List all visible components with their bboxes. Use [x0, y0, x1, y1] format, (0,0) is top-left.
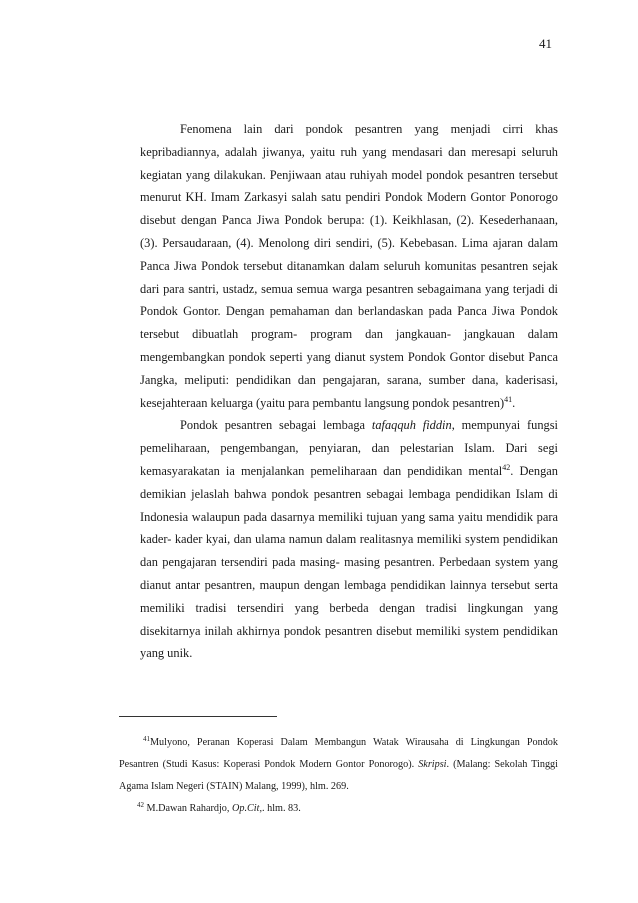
footnote-41-italic: Skripsi [418, 759, 447, 770]
footnote-41-text-b: . (Malang: Sekolah Tinggi Agama Islam Negeri (STAIN) Malang, 1999), hlm. 269. [119, 759, 558, 792]
footnote-42 [119, 798, 558, 820]
paragraph-1 [140, 118, 558, 414]
footnote-42-text-b: . hlm. 83. [262, 803, 301, 814]
footnote-separator [119, 716, 277, 717]
paragraph-2-text-b: , mempunyai fungsi pemeliharaan, pengembangan, penyiaran, dan pelestarian Islam. Dari segi kemasyarakatan ia menjalankan pemeliharaan dan pendidikan mental [140, 418, 558, 478]
body-text [140, 118, 558, 665]
footnote-41-text-a: Mulyono, Peranan Koperasi Dalam Membangun Watak Wirausaha di Lingkungan Pondok Pesantren (Studi Kasus: Koperasi Pondok Modern Gontor Ponorogo). [119, 737, 558, 770]
footnote-41-number: 41 [143, 735, 150, 743]
page-number: 41 [539, 36, 552, 51]
paragraph-2-italic-term: tafaqquh fiddin [371, 418, 452, 433]
footnote-42-number: 42 [137, 801, 144, 809]
paragraph-1-end: . [512, 395, 516, 410]
footnote-ref-41: 41 [504, 394, 513, 404]
paragraph-2 [140, 414, 558, 665]
footnote-42-italic: Op.Cit, [232, 803, 263, 814]
footnote-ref-42: 42 [502, 462, 511, 472]
paragraph-2-text-c: . Dengan demikian jelaslah bahwa pondok pesantren sebagai lembaga pendidikan Islam di Indonesia walaupun pada dasarnya memiliki tujuan yang sama yaitu mendidik para kader- kader kyai, dan ulama namun dalam realitasnya memiliki system pendidikan dan pengajaran tersendiri pada masing- masing pesantren. Perbedaan system yang dianut antar pesantren, maupun dengan lembaga pendidikan lainnya tersebut serta memiliki tradisi tersendiri yang berbeda dengan tradisi lingkungan yang disekitarnya inilah akhirnya pondok pesantren disebut memiliki system pendidikan yang unik. [140, 463, 558, 661]
footnote-41 [119, 732, 558, 798]
footnote-42-text-a: M.Dawan Rahardjo, [144, 803, 232, 814]
paragraph-2-text-a: Pondok pesantren sebagai lembaga [180, 418, 372, 433]
paragraph-1-text: Fenomena lain dari pondok pesantren yang menjadi cirri khas kepribadiannya, adalah jiwanya, yaitu ruh yang mendasari dan meresapi seluruh kegiatan yang dilakukan. Penjiwaan atau ruhiyah model pondok pesantren tersebut menurut KH. Imam Zarkasyi salah satu pendiri Pondok Modern Gontor Ponorogo disebut dengan Panca Jiwa Pondok berupa: (1). Keikhlasan, (2). Kesederhanaan, (3). Persaudaraan, (4). Menolong diri sendiri, (5). Kebebasan. Lima ajaran dalam Panca Jiwa Pondok tersebut ditanamkan dalam seluruh komunitas pesantren sejak dari para santri, ustadz, semua semua warga pesantren sebagaimana yang terjadi di Pondok Gontor. Dengan pemahaman dan berlandaskan pada Panca Jiwa Pondok tersebut dibuatlah program- program dan jangkauan- jangkauan dalam mengembangkan pondok seperti yang dianut system Pondok Gontor disebut Panca Jangka, meliputi: pendidikan dan pengajaran, sarana, sumber dana, kaderisasi, kesejahteraan keluarga (yaitu para pembantu langsung pondok pesantren) [140, 122, 558, 410]
footnotes [119, 732, 558, 820]
